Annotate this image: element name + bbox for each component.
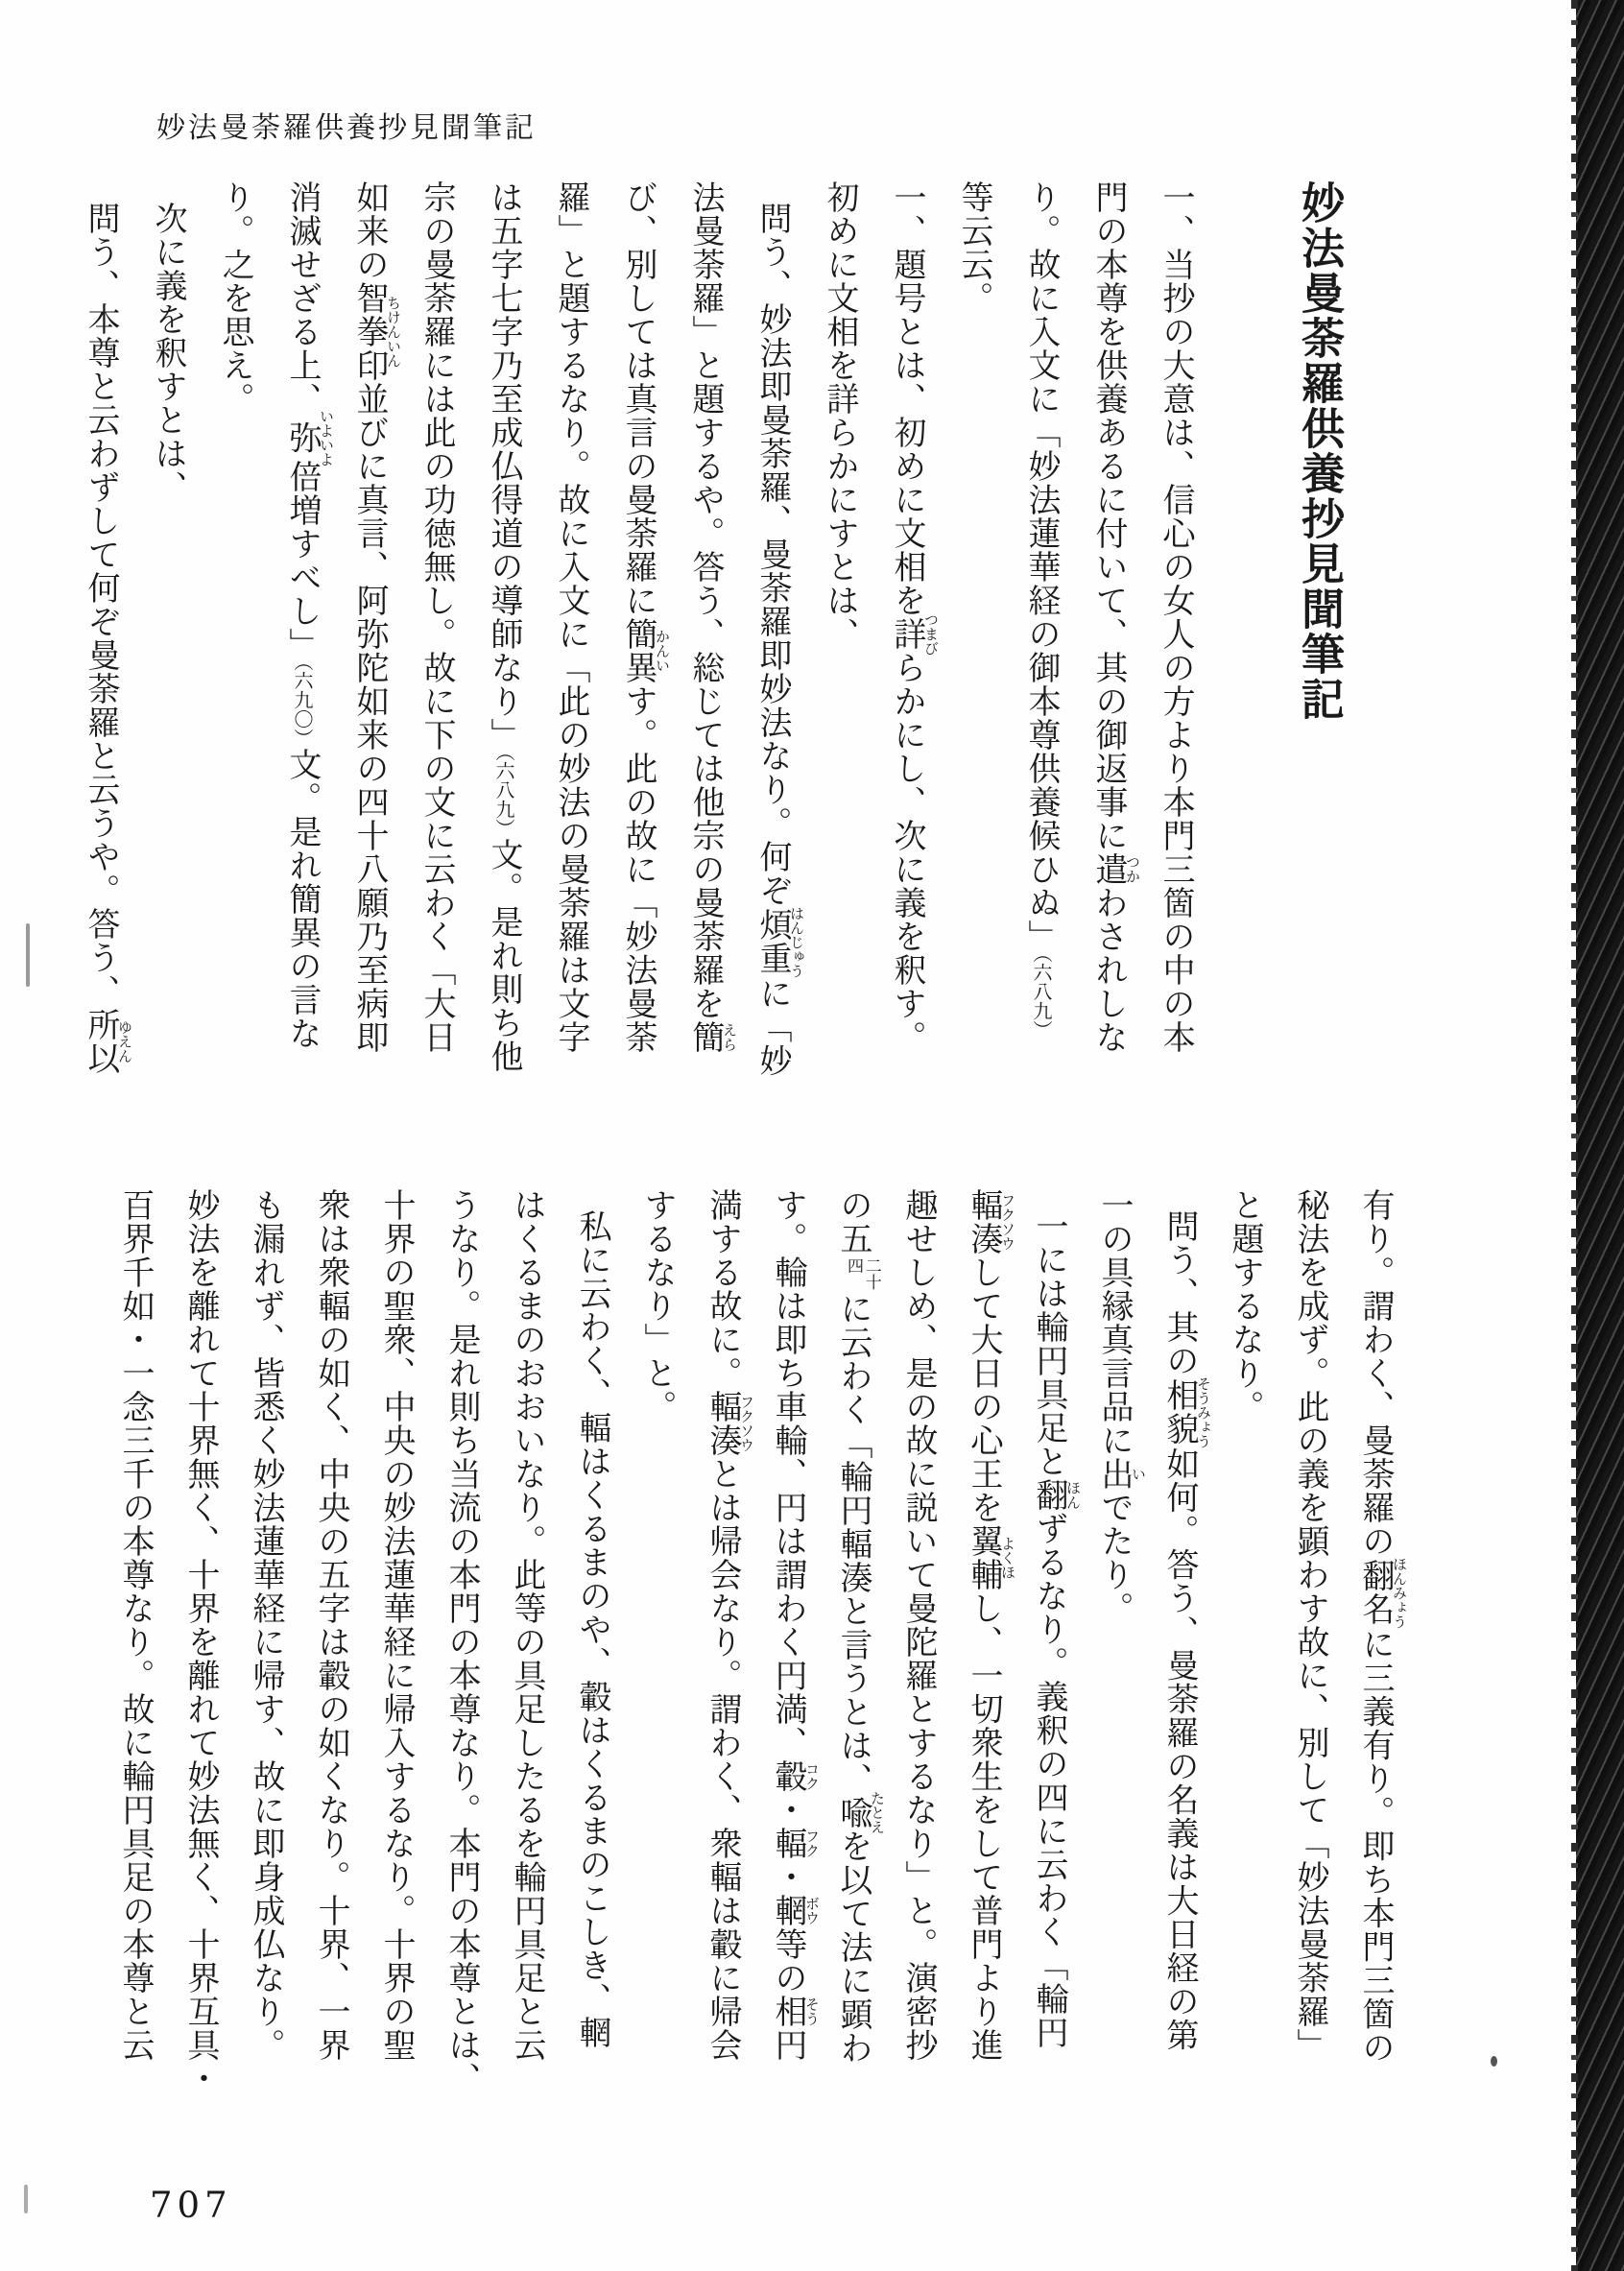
text-column: 有り。謂わく、曼荼羅の翻名ほんみょうに三義有り。即ち本門三箇の [1356, 1188, 1408, 2065]
ruby-annotated-text: 遣つか [1089, 852, 1141, 886]
book-edge-scan-strip [1576, 0, 1624, 2271]
ruby-annotated-text: 弥いよいよ [283, 409, 335, 466]
text-column: 衆は衆輻の如く、中央の五字は轂の如くなり。十界、一界 [312, 1188, 350, 2062]
text-column: 羅」と題するなり。故に入文に「此の妙法の曼荼羅は文字 [552, 180, 590, 1054]
text-column: 問う、妙法即曼荼羅、曼荼羅即妙法なり。何ぞ煩重はんじゅうに「妙 [753, 202, 805, 1078]
reference-number: （六九〇） [291, 661, 314, 748]
text-column: 門の本尊を供養あるに付いて、其の御返事に遣つかわされしな [1089, 180, 1141, 1054]
ruby-annotated-text: 煩重はんじゅう [753, 905, 805, 978]
text-column: 法曼荼羅」と題するや。答う、総じては他宗の曼荼羅を簡えら [686, 180, 738, 1054]
book-edge-fray [1571, 0, 1578, 2271]
running-head: 妙法曼荼羅供養抄見聞筆記 [156, 111, 537, 145]
text-column: 私に云わく、輻はくるまのや、轂はくるまのこしき、輞 [573, 1209, 611, 2049]
text-column: 秘法を成ず。此の義を顕わす故に、別して「妙法曼荼羅」 [1291, 1188, 1329, 2062]
text-column: 一の具縁真言品に出いでたり。 [1095, 1188, 1147, 1625]
ruby-annotated-text: 轂コク [769, 1759, 821, 1793]
text-column: 一、題号とは、初めに文相を詳つまびらかにし、次に義を釈す。 [888, 180, 940, 1054]
document-title: 妙法曼荼羅供養抄見聞筆記 [1294, 180, 1345, 722]
ruby-annotated-text: 簡えら [686, 1020, 738, 1054]
text-column: り。之を思え。 [216, 180, 254, 416]
scan-speck [1491, 2056, 1497, 2067]
ruby-annotated-text: 相そう [769, 1995, 821, 2028]
ruby-annotated-text: 喩たとえ [834, 1791, 886, 1834]
warichu-inline-note: 二十 四 [844, 1257, 881, 1290]
text-column: するなり」と。 [638, 1188, 677, 1423]
ruby-annotated-text: 輻湊フクソウ [704, 1390, 755, 1457]
text-column: も漏れず、皆悉く妙法蓮華経に帰す、故に即身成仏なり。 [247, 1188, 285, 2062]
text-column: 十界の聖衆、中央の妙法蓮華経に帰入するなり。十界の聖 [377, 1188, 416, 2062]
text-column: 宗の曼荼羅には此の功徳無し。故に下の文に云わく「大日 [418, 180, 456, 1054]
text-column: 趣せしめ、是の故に説いて曼陀羅とするなり」と。演密抄 [899, 1188, 938, 2062]
ruby-annotated-text: 智拳印ちけんいん [350, 281, 402, 382]
scan-speck [26, 923, 30, 987]
text-column: 問う、本尊と云わずして何ぞ曼荼羅と云うや。答う、所以ゆえん [82, 202, 133, 1075]
text-column: 一、当抄の大意は、信心の女人の方より本門三箇の中の本 [1157, 180, 1195, 1054]
text-column: うなり。是れ則ち当流の本門の本尊なり。本門の本尊とは、 [442, 1188, 481, 2095]
ruby-annotated-text: 所以ゆえん [82, 1008, 133, 1075]
text-column: 初めに文相を詳らかにすとは、 [821, 180, 859, 651]
text-column: 次に義を釈すとは、 [149, 202, 187, 504]
ruby-annotated-text: 翼輔よくほ [965, 1524, 1016, 1591]
text-column: 妙法を離れて十界無く、十界を離れて妙法無く、十界互具・ [181, 1188, 220, 2095]
top-text-block [67, 180, 1353, 1131]
ruby-annotated-text: 輻フク [769, 1827, 821, 1860]
text-column: 満する故に。輻湊フクソウとは帰会なり。謂わく、衆輻は轂に帰会 [704, 1188, 755, 2062]
text-column: と題するなり。 [1226, 1188, 1264, 1423]
ruby-annotated-text: 簡異かんい [619, 617, 671, 684]
text-column: り。故に入文に「妙法蓮華経の御本尊供養候ひぬ」（六八九） [1022, 180, 1061, 1040]
ruby-annotated-text: 輻湊フクソウ [965, 1188, 1016, 1255]
page-number: 707 [150, 2185, 232, 2226]
ruby-annotated-text: 出い [1095, 1457, 1147, 1491]
text-column: はくるまのおおいなり。此等の具足したるを輪円具足と云 [508, 1188, 546, 2062]
text-column: 如来の智拳印ちけんいん並びに真言、阿弥陀如来の四十八願乃至病即 [350, 180, 402, 1054]
text-column: び、別しては真言の曼荼羅に簡異かんいす。此の故に「妙法曼荼 [619, 180, 671, 1054]
ruby-annotated-text: 相貌そうみょう [1160, 1375, 1212, 1448]
ruby-annotated-text: 輞ボウ [769, 1894, 821, 1927]
text-column: 一には輪円具足と翻ほんずるなり。義釈の四に云わく「輪円 [1030, 1209, 1082, 2049]
text-column: は五字七字乃至成仏得道の導師なり」（六八九）文。是れ則ち他 [485, 180, 523, 1073]
text-column: の五 二十 四 に云わく「輪円輻湊と言うとは、喩たとえを以て法に顕わ [834, 1188, 886, 2065]
bottom-text-block [103, 1188, 1408, 2148]
text-column: 消滅せざる上、弥いよいよ倍増すべし」（六九〇）文。是れ簡異の言な [283, 180, 335, 1050]
text-column: 等云云。 [955, 180, 993, 315]
reference-number: （六八九） [1030, 953, 1053, 1040]
text-column: 輻湊フクソウして大日の心王を翼輔よくほし、一切衆生をして普門より進 [965, 1188, 1016, 2062]
text-column: 百界千如・一念三千の本尊なり。故に輪円具足の本尊と云 [116, 1188, 155, 2062]
reference-number: （六八九） [492, 752, 515, 838]
text-column: 問う、其の相貌そうみょう如何。答う、曼荼羅の名義は大日経の第 [1160, 1209, 1212, 2052]
ruby-annotated-text: 翻名ほんみょう [1356, 1556, 1408, 1629]
ruby-annotated-text: 翻ほん [1030, 1478, 1082, 1512]
ruby-annotated-text: 詳つまび [888, 612, 940, 656]
text-column: す。輪は即ち車輪、円は謂わく円満、轂コク・輻フク・輞ボウ等の相そう円 [769, 1188, 821, 2062]
scan-speck [24, 2185, 28, 2213]
